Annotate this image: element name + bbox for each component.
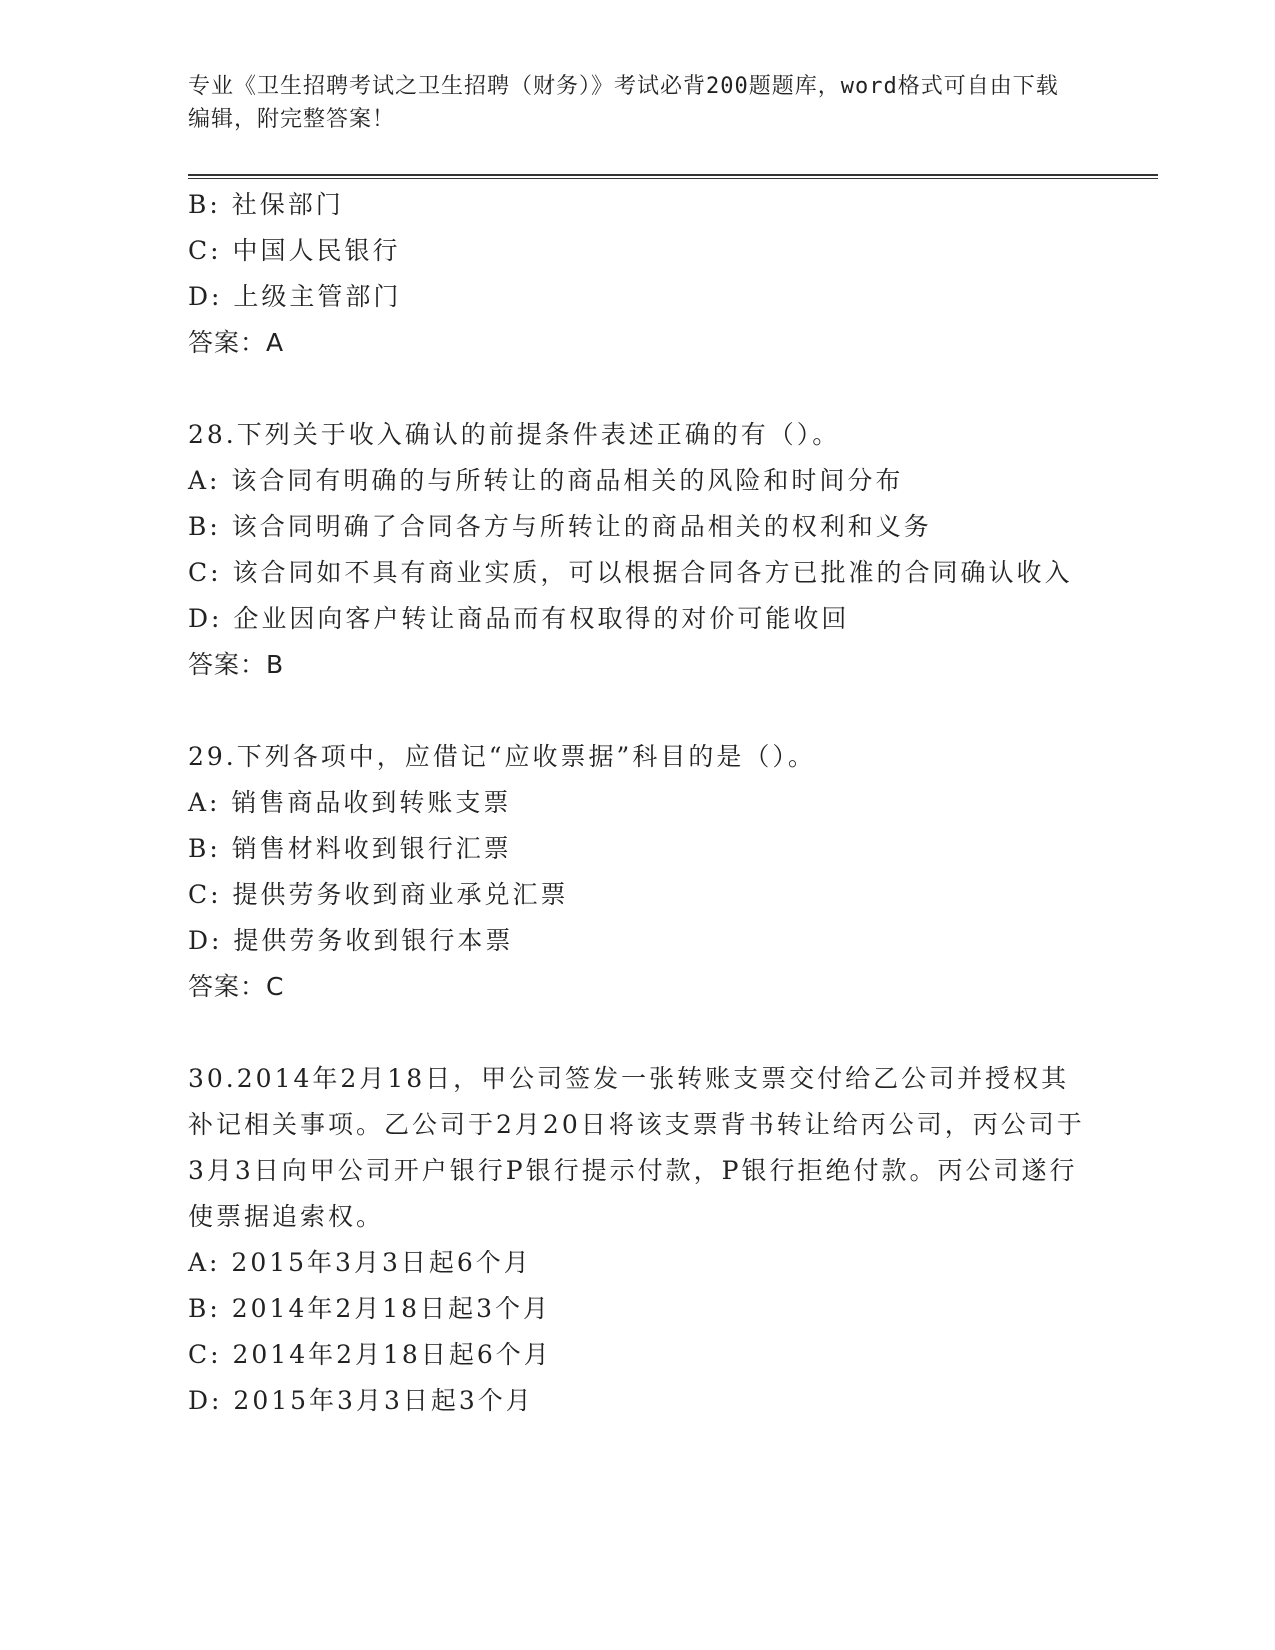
option-a: A: 销售商品收到转账支票 — [188, 788, 512, 817]
question-stem: 28.下列关于收入确认的前提条件表述正确的有（）。 — [188, 420, 841, 449]
option-d: D: 企业因向客户转让商品而有权取得的对价可能收回 — [188, 604, 850, 633]
option-b: B: 社保部门 — [188, 190, 344, 219]
option-c: C: 该合同如不具有商业实质，可以根据合同各方已批准的合同确认收入 — [188, 558, 1073, 587]
previous-question — [188, 182, 1148, 366]
option-c: C: 2014年2月18日起6个月 — [188, 1340, 552, 1369]
question-28 — [188, 412, 1148, 688]
question-stem: 30.2014年2月18日，甲公司签发一张转账支票交付给乙公司并授权其补记相关事项。乙公司于2月20日将该支票背书转让给丙公司，丙公司于3月3日向甲公司开户银行P银行提示付款，P银行拒绝付款。丙公司遂行使票据追索权。 — [188, 1064, 1085, 1231]
option-a: A: 该合同有明确的与所转让的商品相关的风险和时间分布 — [188, 466, 904, 495]
option-d: D: 上级主管部门 — [188, 282, 402, 311]
option-c: C: 提供劳务收到商业承兑汇票 — [188, 880, 569, 909]
option-d: D: 提供劳务收到银行本票 — [188, 926, 514, 955]
option-c: C: 中国人民银行 — [188, 236, 401, 265]
option-a: A: 2015年3月3日起6个月 — [188, 1248, 532, 1277]
question-29 — [188, 734, 1148, 1010]
option-d: D: 2015年3月3日起3个月 — [188, 1386, 534, 1415]
document-header: 专业《卫生招聘考试之卫生招聘（财务）》考试必背200题题库，word格式可自由下载编辑，附完整答案！ — [188, 74, 1059, 132]
question-30 — [188, 1056, 1148, 1424]
question-stem: 29.下列各项中，应借记“应收票据”科目的是（）。 — [188, 742, 816, 771]
document-page — [188, 70, 1148, 1424]
option-b: B: 销售材料收到银行汇票 — [188, 834, 512, 863]
answer: 答案：C — [188, 972, 285, 1001]
option-b: B: 该合同明确了合同各方与所转让的商品相关的权利和义务 — [188, 512, 932, 541]
answer: 答案：B — [188, 650, 285, 679]
option-b: B: 2014年2月18日起3个月 — [188, 1294, 551, 1323]
answer: 答案：A — [188, 328, 285, 357]
